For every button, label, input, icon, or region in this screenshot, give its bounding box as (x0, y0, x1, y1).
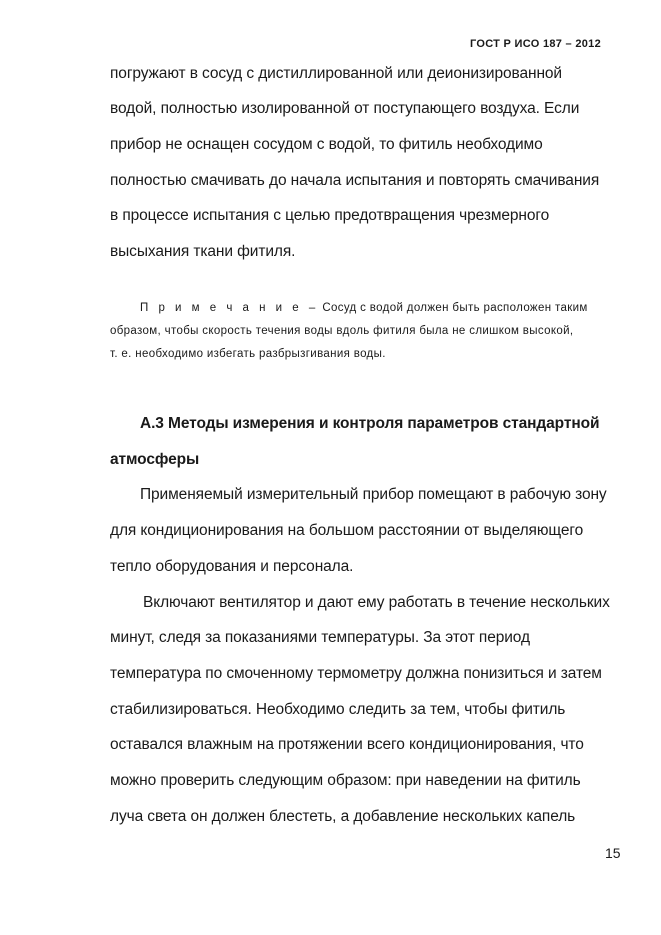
note-line (140, 302, 588, 314)
note-line: образом, чтобы скорость течения воды вдоль фитиля была не слишком высокой, (110, 325, 574, 337)
section-heading: А.3 Методы измерения и контроля параметров стандартной (140, 415, 600, 432)
paragraph-line: погружают в сосуд с дистиллированной или деионизированной (110, 65, 562, 82)
paragraph-line: тепло оборудования и персонала. (110, 558, 354, 575)
paragraph-line: водой, полностью изолированной от поступающего воздуха. Если (110, 100, 580, 117)
note-label: П р и м е ч а н и е – (140, 302, 319, 314)
paragraph-line: прибор не оснащен сосудом с водой, то фитиль необходимо (110, 136, 543, 153)
paragraph-line: Применяемый измерительный прибор помещают в рабочую зону (140, 486, 607, 503)
paragraph-line: стабилизироваться. Необходимо следить за тем, чтобы фитиль (110, 701, 566, 718)
paragraph-line: в процессе испытания с целью предотвращения чрезмерного (110, 207, 550, 224)
page-number: 15 (605, 845, 621, 861)
paragraph-line: высыхания ткани фитиля. (110, 243, 296, 260)
note-text: Сосуд с водой должен быть расположен таким (318, 302, 588, 314)
paragraph-line: луча света он должен блестеть, а добавление нескольких капель (110, 808, 576, 825)
paragraph-line: полностью смачивать до начала испытания и повторять смачивания (110, 172, 600, 189)
paragraph-line: Включают вентилятор и дают ему работать в течение нескольких (143, 594, 610, 611)
paragraph-line: для кондиционирования на большом расстоянии от выделяющего (110, 522, 584, 539)
paragraph-line: минут, следя за показаниями температуры. За этот период (110, 629, 530, 646)
paragraph-line: температура по смоченному термометру должна понизиться и затем (110, 665, 602, 682)
section-heading: атмосферы (110, 451, 200, 468)
paragraph-line: можно проверить следующим образом: при наведении на фитиль (110, 772, 581, 789)
note-line: т. е. необходимо избегать разбрызгивания воды. (110, 348, 386, 360)
paragraph-line: оставался влажным на протяжении всего кондиционирования, что (110, 736, 584, 753)
document-header: ГОСТ Р ИСО 187 – 2012 (469, 38, 601, 50)
